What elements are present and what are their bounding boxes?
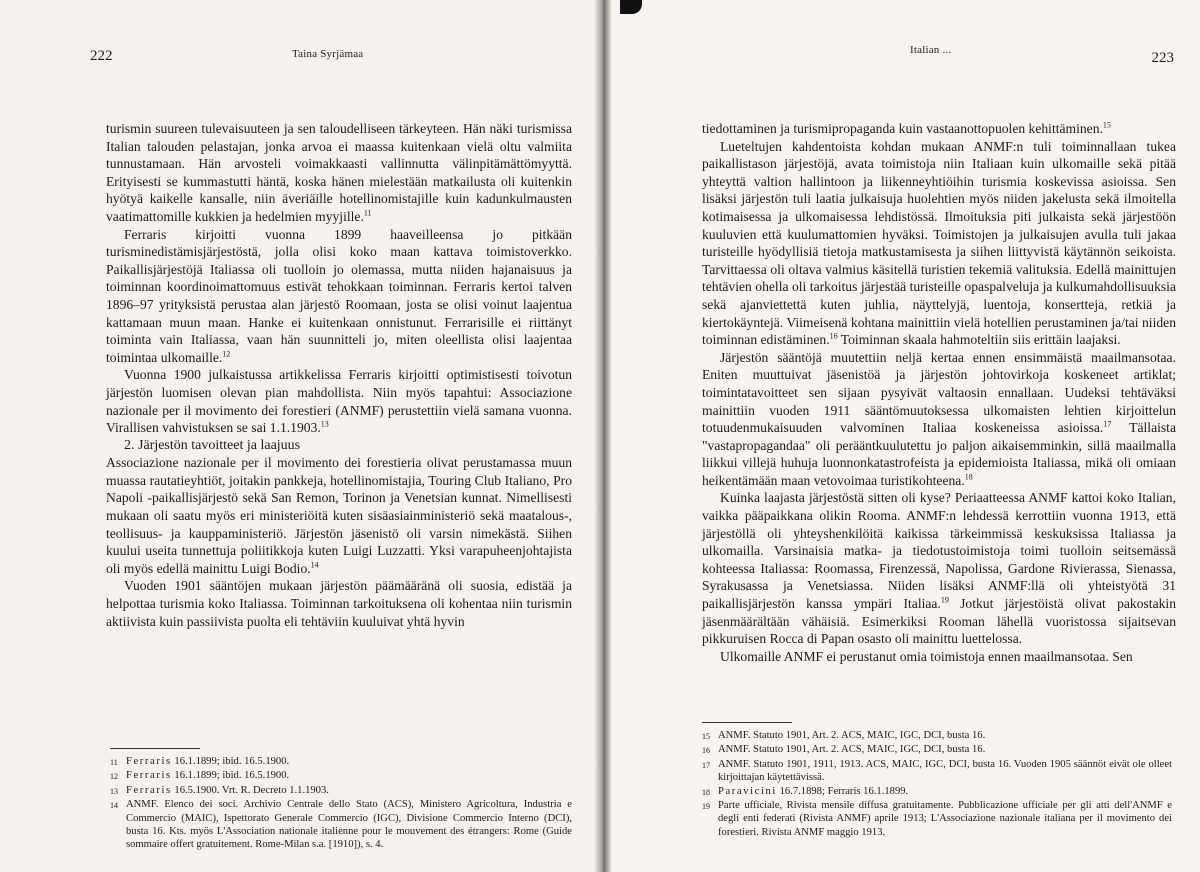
footnote-ref: 17: [1103, 419, 1112, 429]
footnote: 18 Paravicini 16.7.1898; Ferraris 16.1.1899.: [702, 785, 909, 797]
footnote-ref: 15: [1102, 120, 1111, 130]
footnote-ref: 14: [310, 560, 319, 570]
paragraph: Associazione nazionale per il movimento dei forestieria olivat perustamassa muun muassa rautatieyhtiöt, joitakin pankkeja, hotellinomistajia, Touring Club Italiano, Pro Napoli -paikallisjärjestö sekä San Remon, Torinon ja Venetsian kunnat. Nimellisesti mukaan oli saatu myös eri ministeriöitä kuten sisäasiainministeriö sekä maatalous-, teollisuus- ja kauppaministeriö. Järjestön jäsenistö oli varsin nimekästä. Siihen kuului useita tunnettuja poliitikkoja kuten Luigi Luzzatti. Yksi varapuheenjohtajista oli myös edellä mainittu Luigi Bodio.$^{14}$: [106, 455, 572, 576]
left-body-text: [106, 120, 572, 630]
footnote: 11 Ferraris 16.1.1899; ibid. 16.5.1900.: [110, 756, 290, 767]
footnote: 14 ANMF. Elenco dei soci. Archivio Centrale dello Stato (ACS), Ministero Agricoltura, Industria e Commercio (MAIC), Ispettorato Generale Commercio (IGC), Divisione Commercio Interno (DCI), busta 16. Kts. myös L'Association nationale italienne pour le mouvement des étrangers: Rome (Guide sommaire offert gratuitement. Rome-Milan s.a. [1910]), s. 4.: [110, 799, 572, 851]
footnote-ref: 12: [222, 349, 231, 359]
footnote-ref: 19: [940, 595, 949, 605]
paragraph: Kuinka laajasta järjestöstä sitten oli kyse? Periaatteessa ANMF kattoi koko Italian, vaikka pääpaikkana olikin Rooma. ANMF:n lehdessä kerrottiin vuonna 1913, että järjestöllä oli yhteyshenkilöitä kaikissa tärkeimmissä keskuksissa Italiassa ja ulkomailla. Varsinaisia matka- ja tiedotustoimistoja toimi tuolloin seitsemässä kohteessa Italiassa: Roomassa, Firenzessä, Napolissa, Gardone Rivierassa, Sienassa, Syrakusassa ja Venetsiassa. Niiden lisäksi ANMF:llä oli yhteistyötä 31 paikallisjärjestön kanssa ympäri Italiaa.$^{19}$ Jotkut järjestöistä olivat pakostakin jäsenmäärältään vähäisiä. Esimerkiksi Rooman lähellä vuoristossa sijaitsevan pikkuruisen Rocca di Papan osasto oli mainittu luettelossa.: [702, 490, 1176, 647]
footnote: 13 Ferraris 16.5.1900. Vrt. R. Decreto 1.1.1903.: [110, 784, 329, 796]
right-body-text: [702, 120, 1176, 665]
footnote: 17 ANMF. Statuto 1901, 1911, 1913. ACS, MAIC, IGC, DCI, busta 16. Vuoden 1905 säännöt eivät ole olleet kirjoittajan käytettävissä.: [702, 758, 1172, 784]
footnote-ref: 18: [964, 472, 973, 482]
footnote-ref: 13: [320, 419, 329, 429]
paragraph: turismin suureen tulevaisuuteen ja sen taloudelliseen tärkeyteen. Hän näki turismissa Italian talouden pelastajan, jonka arvoa ei maassa kuitenkaan vielä oltu valmiita tunnustamaan. Hän arvosteli voimakkaasti vallinnutta välinpitämättömyyttä. Erityisesti se kummastutti häntä, koska hänen mielestään matkailusta oli kuitenkin hyötyä kaikelle kansalle, niin äveriäille hotellinomistajille kuin kadunkulmausten vaatimattomille kukkien ja hedelmien myyjille.$^{11}$: [106, 121, 572, 224]
running-head-right: Italian ...: [910, 44, 952, 56]
left-footnotes: [110, 748, 572, 852]
page-number-right: 223: [1151, 50, 1174, 66]
paragraph: Vuonna 1900 julkaistussa artikkelissa Ferraris kirjoitti optimistisesti toivotun järjestön luomisen olevan pian mahdollista. Niin myös tapahtui: Associazione nazionale per il movimento dei forestieri (ANMF) perustettiin vielä samana vuonna. Virallisen vahvistuksen se sai 1.1.1903.13: [106, 367, 572, 436]
footnote: 15 ANMF. Statuto 1901, Art. 2. ACS, MAIC, IGC, DCI, busta 16.: [702, 730, 986, 741]
paragraph: Ulkomaille ANMF ei perustanut omia toimistoja ennen maailmansotaa. Sen: [720, 648, 1133, 664]
paragraph: Järjestön sääntöjä muutettiin neljä kertaa ennen ensimmäistä maailmansotaa. Eniten muuttuivat jäsenistöä ja järjestön johtovirkoja koskeneet artiklat; toimintatavoitteet sen sijaan pysyivät valtaosin ennallaan. Uudeksi tehtäväksi mainittiin vuoden 1911 sääntömuutoksessa ulkomaisten lehtien kirjoittelun totuudenmukaisuuden valvominen Italiaa koskeneissa asioissa.$^{17}$ Tällaista "vastapropagandaa" oli perääntkuulutettu jo paljon aikaisemminkin, sillä maailmalla liikkui villejä huhuja luonnonkatastrofeista ja epidemioista Italiassa, mikä oli omiaan heikentämään maan vetovoimaa turistikohteena.$^{18}$: [702, 349, 1176, 488]
page-number-left: 222: [90, 48, 113, 64]
book-gutter-shadow: [594, 0, 612, 872]
footnote: 16 ANMF. Statuto 1901, Art. 2. ACS, MAIC, IGC, DCI, busta 16.: [702, 744, 986, 756]
footnote-ref: 16: [829, 331, 838, 341]
running-head-left: Taina Syrjämaa: [292, 48, 364, 60]
paragraph: Ferraris kirjoitti vuonna 1899 haaveilleensa jo pitkään turisminedistämisjärjestöstä, jolla olisi koko maan kattava toimistoverkko. Paikallisjärjestöjä Italiassa oli tuolloin jo olemassa, mutta niiden hajanaisuus ja toiminnan koordinoimattomuus estivät tehokkaan toiminnan. Ferraris kertoi talven 1896–97 yrityksistä perustaa alan järjestö Roomaan, josta se olisi voinut laajentua kattamaan muun maan. Hanke ei kuitenkaan onnistunut. Ferrarisille ei riittänyt toiminta vain Italiassa, vaan hän suunnitteli jo, miten oleellista olisi laajentaa toimintaa ulkomaille.$^{12}$: [106, 226, 572, 365]
section-heading: 2. Järjestön tavoitteet ja laajuus: [124, 437, 301, 453]
footnote: 19 Parte ufficiale, Rivista mensile diffusa gratuitamente. Pubblicazione ufficiale per gli atti dell'ANMF e degli enti federati (Rivista ANMF) aprile 1913; L'Associazione nazionale italiana per il movimento dei forestieri. Rivista ANMF maggio 1913.: [702, 800, 1172, 838]
paragraph: Vuoden 1901 sääntöjen mukaan järjestön päämääränä oli suosia, edistää ja helpottaa turismia koko Italiassa. Toiminnan tarkoituksena oli kohentaa niin turismin aktiivista kuin passiivista puolta eli tehtäviin kuuluivat yhtä hyvin: [106, 578, 572, 629]
footnote-ref: 11: [363, 208, 372, 218]
footnote: 12 Ferraris 16.1.1899; ibid. 16.5.1900.: [110, 770, 290, 782]
paragraph: Lueteltujen kahdentoista kohdan mukaan ANMF:n tuli toiminnallaan tukea paikallistason järjestöjä, avata toimistoja niin Italiaan kuin ulkomaille sekä pitää yhteyttä valtion hallintoon ja liikenneyhtiöihin turismia koskevissa asioissa. Sen lisäksi järjestön tuli laatia julkaisuja huolehtien myös niiden jakelusta sekä ilmoitella kotimaisessa ja ulkomaisessa lehdistössä. Ilmoituksia piti julkaista sekä järjestöön kuuluvien että kuulumattomien hyväksi. Toimistojen ja julkaisujen avulla tuli jakaa turisteille hyödyllisiä tietoja matkustamisesta ja siihen liittyvistä käytännön seikoista. Tarvittaessa oli oltava valmius käsitellä turistien tekemiä valituksia. Edellä mainittujen tehtävien ohella oli tarkoitus järjestää turisteille opaspalveluja ja kulkumahdollisuuksia sekä ajanviettettä kuten juhlia, näyttelyjä, luentoja, konsertteja, retkiä ja kiertokäyntejä. Viimeisenä kohtana mainittiin vielä hotellien perustaminen ja/tai niiden toiminnan edistäminen.$^{16}$ Toiminnan skaala hahmoteltiin siis erittäin laajaksi.: [702, 138, 1176, 348]
paragraph: tiedottaminen ja turismipropaganda kuin vastaanottopuolen kehittäminen.$^{15}$: [702, 120, 1111, 136]
right-footnotes: [702, 722, 1172, 839]
